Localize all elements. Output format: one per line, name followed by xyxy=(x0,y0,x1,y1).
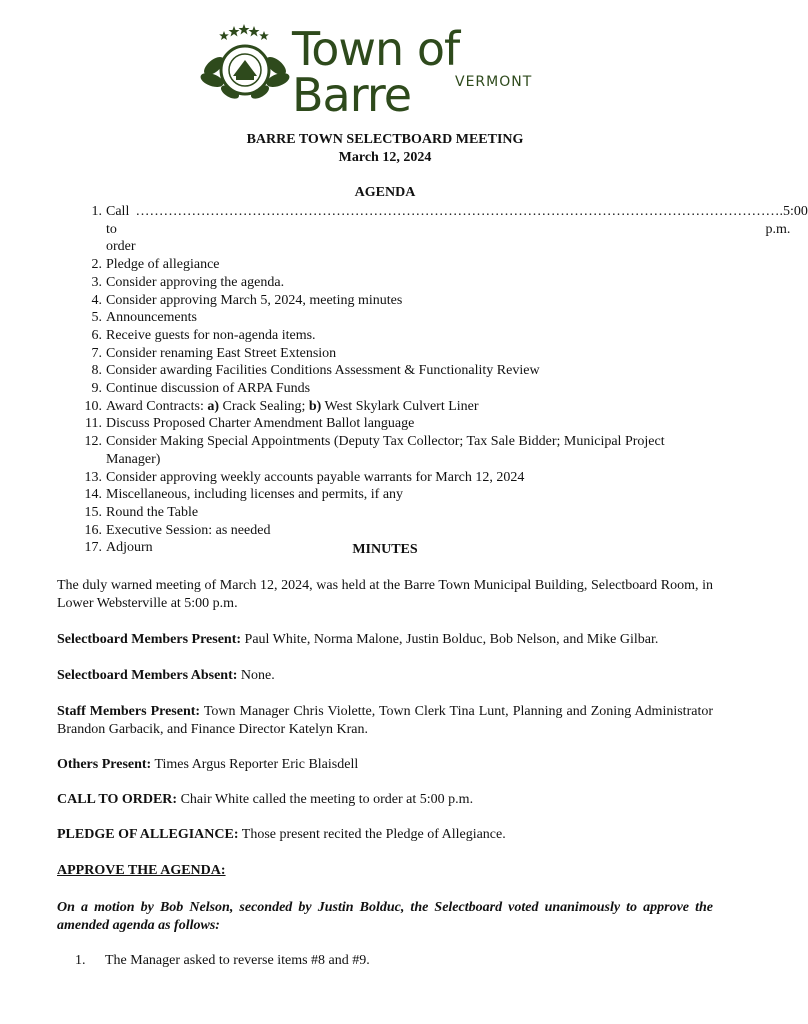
amendment-item-text: The Manager asked to reverse items #8 and #9. xyxy=(105,953,370,968)
agenda-item xyxy=(70,292,720,310)
award-contracts-label: Award Contracts: xyxy=(106,398,208,414)
staff-present-label: Staff Members Present: xyxy=(57,704,201,719)
amendment-item-number: 1. xyxy=(75,953,86,968)
agenda-item-text: Executive Session: as needed xyxy=(106,522,271,538)
dot-leader: ……………………………………………………………………………………………………………………… xyxy=(135,204,766,219)
agenda-item-text: Receive guests for non-agenda items. xyxy=(106,327,316,343)
agenda-item-text: Call to order xyxy=(106,204,136,255)
agenda-item-text: Consider awarding Facilities Conditions Assessment & Functionality Review xyxy=(106,363,540,379)
amendment-item xyxy=(75,953,370,969)
others-present-label: Others Present: xyxy=(57,757,152,772)
agenda-item-number: 17. xyxy=(84,540,102,556)
members-absent xyxy=(57,667,713,685)
agenda-item xyxy=(70,380,720,398)
motion-text: On a motion by Bob Nelson, seconded by Justin Bolduc, the Selectboard voted unanimously to approve the amended agenda as follows: xyxy=(57,900,713,933)
agenda-item xyxy=(70,398,720,416)
members-present-label: Selectboard Members Present: xyxy=(57,632,242,647)
members-present-text: Paul White, Norma Malone, Justin Bolduc, Bob Nelson, and Mike Gilbar. xyxy=(241,632,659,647)
option-b-marker: b) xyxy=(308,398,322,414)
agenda-item-text: Continue discussion of ARPA Funds xyxy=(106,381,311,397)
agenda-item-text: Consider approving March 5, 2024, meeting minutes xyxy=(106,292,403,308)
agenda-item xyxy=(70,203,808,256)
others-present xyxy=(57,756,713,774)
members-absent-label: Selectboard Members Absent: xyxy=(57,668,238,683)
call-to-order-label: CALL TO ORDER: xyxy=(57,792,178,807)
agenda-item xyxy=(70,469,720,487)
agenda-item-number: 8. xyxy=(91,363,102,379)
agenda-item xyxy=(70,486,720,504)
agenda-item-text: Consider approving the agenda. xyxy=(106,274,285,290)
agenda-item-number: 6. xyxy=(91,327,102,343)
staff-present xyxy=(57,703,713,739)
agenda-item xyxy=(70,433,720,468)
members-absent-text: None. xyxy=(237,668,275,683)
agenda-item-text: Consider approving weekly accounts payable warrants for March 12, 2024 xyxy=(106,469,525,485)
agenda-item-number: 2. xyxy=(91,257,102,273)
agenda-item-number: 15. xyxy=(84,504,102,520)
minutes-heading: MINUTES xyxy=(352,542,418,557)
agenda-item-number: 9. xyxy=(91,381,102,397)
agenda-item-time: ….5:00 p.m. xyxy=(765,204,808,237)
agenda-item-number: 10. xyxy=(84,398,102,414)
approve-agenda-heading: APPROVE THE AGENDA: xyxy=(57,863,226,878)
agenda-item xyxy=(70,415,720,433)
agenda-item-text: Pledge of allegiance xyxy=(106,257,220,273)
agenda-item xyxy=(70,362,720,380)
town-logo xyxy=(200,22,550,122)
agenda-item-number: 7. xyxy=(91,345,102,361)
agenda-item-text: Announcements xyxy=(106,310,197,326)
agenda-item-number: 11. xyxy=(85,416,102,432)
agenda-item xyxy=(70,309,720,327)
agenda-item-number: 16. xyxy=(84,522,102,538)
agenda-item-number: 5. xyxy=(91,310,102,326)
option-a-marker: a) xyxy=(207,398,220,414)
call-to-order xyxy=(57,791,713,809)
pledge-label: PLEDGE OF ALLEGIANCE: xyxy=(57,827,239,842)
agenda-item xyxy=(70,345,720,363)
agenda-item xyxy=(70,504,720,522)
agenda-item-text: Adjourn xyxy=(106,540,153,556)
agenda-item-text: Discuss Proposed Charter Amendment Ballot language xyxy=(106,416,415,432)
pledge-of-allegiance xyxy=(57,826,713,844)
agenda-item-text: Round the Table xyxy=(106,504,199,520)
agenda-heading: AGENDA xyxy=(354,185,416,200)
meeting-date: March 12, 2024 xyxy=(338,150,432,165)
agenda-item xyxy=(70,327,720,345)
others-present-text: Times Argus Reporter Eric Blaisdell xyxy=(151,757,359,772)
town-seal-icon xyxy=(200,22,292,102)
minutes-intro: The duly warned meeting of March 12, 2024, was held at the Barre Town Municipal Building, Selectboard Room, in Lower Websterville at 5:00 p.m. xyxy=(57,578,713,611)
agenda-item-number: 12. xyxy=(84,434,102,450)
agenda-item-text xyxy=(106,398,720,416)
meeting-title: BARRE TOWN SELECTBOARD MEETING xyxy=(246,132,524,147)
agenda-item-number: 3. xyxy=(91,274,102,290)
call-to-order-text: Chair White called the meeting to order at 5:00 p.m. xyxy=(177,792,474,807)
agenda-item xyxy=(70,274,720,292)
option-a-text: Crack Sealing; xyxy=(219,398,309,414)
agenda-list xyxy=(70,203,808,557)
members-present xyxy=(57,631,713,649)
agenda-item-number: 1. xyxy=(91,204,102,219)
agenda-item-text: Consider Making Special Appointments (Deputy Tax Collector; Tax Sale Bidder; Municipal Project Manager) xyxy=(106,434,665,467)
option-b-text: West Skylark Culvert Liner xyxy=(321,398,479,414)
pledge-text: Those present recited the Pledge of Allegiance. xyxy=(238,827,506,842)
agenda-item-text: Miscellaneous, including licenses and permits, if any xyxy=(106,487,404,503)
agenda-item-number: 14. xyxy=(84,487,102,503)
agenda-item-number: 4. xyxy=(91,292,102,308)
logo-subtitle: VERMONT xyxy=(455,74,533,90)
agenda-item-number: 13. xyxy=(84,469,102,485)
logo-wordmark: Town of Barre xyxy=(292,22,460,122)
staff-present-text: Town Manager Chris Violette, Town Clerk Tina Lunt, Planning and Zoning Administrator Brandon Garbacik, and Finance Director Katelyn Kran. xyxy=(57,704,713,737)
agenda-item xyxy=(70,522,720,540)
agenda-item-text: Consider renaming East Street Extension xyxy=(106,345,337,361)
agenda-item xyxy=(70,256,720,274)
